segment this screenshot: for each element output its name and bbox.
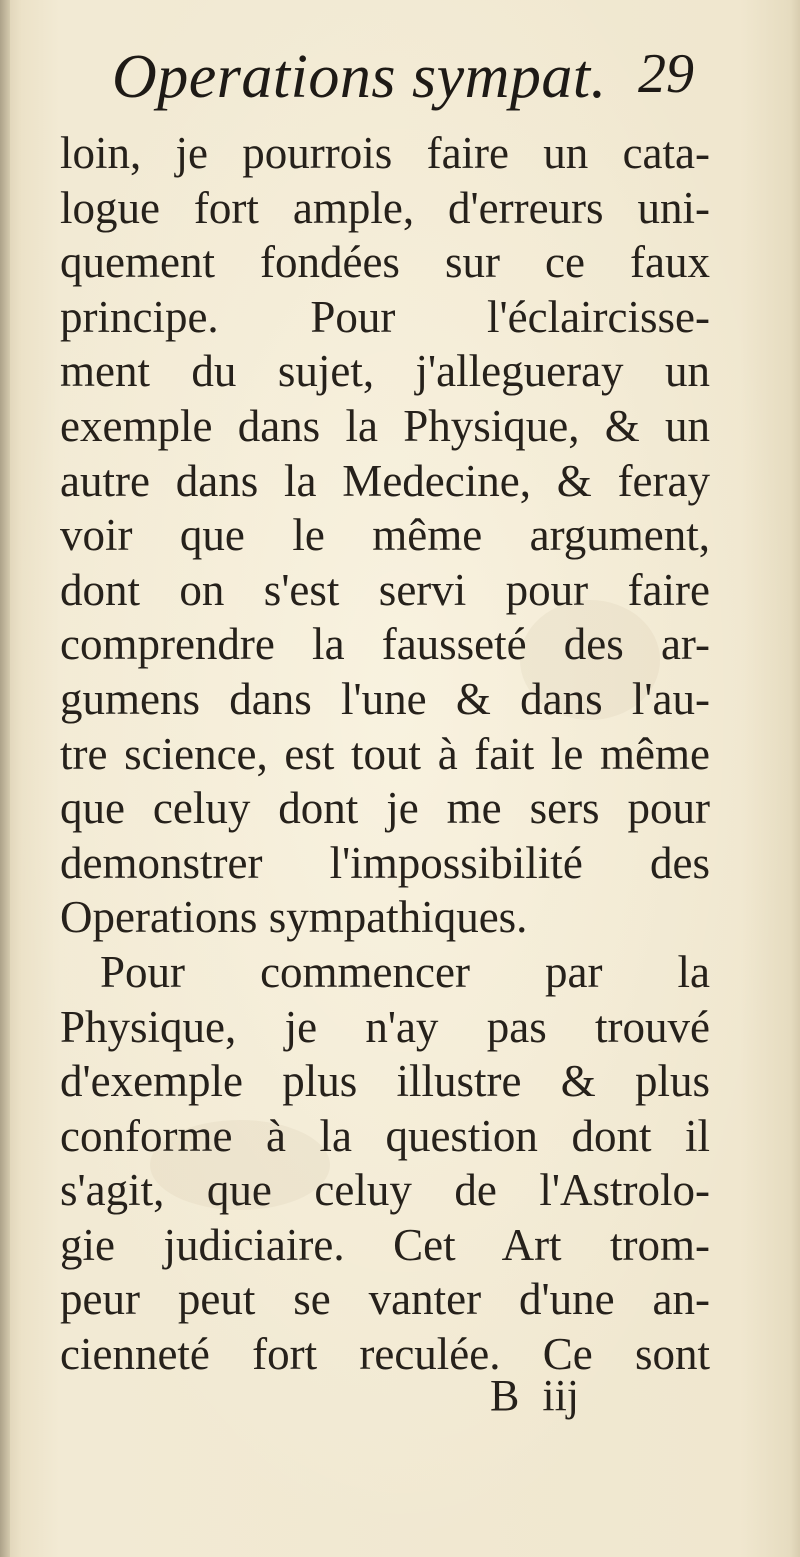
text-line: autre dans la Medecine, & feray <box>60 455 710 506</box>
text-line: logue fort ample, d'erreurs uni- <box>60 182 710 233</box>
text-line: tre science, est tout à fait le même <box>60 728 710 779</box>
running-title: Operations sympat. <box>112 43 607 111</box>
text-line: exemple dans la Physique, & un <box>60 400 710 451</box>
body-text <box>60 126 710 1382</box>
text-line: Operations sympathiques. <box>60 892 528 943</box>
text-line: ment du sujet, j'allegueray un <box>60 346 710 397</box>
text-line: quement fondées sur ce faux <box>60 237 710 288</box>
text-line: conforme à la question dont il <box>60 1110 710 1161</box>
page-header <box>112 42 702 122</box>
text-line: loin, je pourrois faire un cata- <box>60 128 710 178</box>
text-line: gie judiciaire. Cet Art trom- <box>60 1219 710 1270</box>
page-number: 29 <box>638 43 694 105</box>
text-line: peur peut se vanter d'une an- <box>60 1274 710 1325</box>
text-line: principe. Pour l'éclaircisse- <box>60 291 710 342</box>
text-line: s'agit, que celuy de l'Astrolo- <box>60 1165 710 1216</box>
text-line: voir que le même argument, <box>60 510 710 561</box>
text-line: dont on s'est servi pour faire <box>60 564 710 615</box>
text-line: Physique, je n'ay pas trouvé <box>60 1001 710 1052</box>
text-line: que celuy dont je me sers pour <box>60 783 710 834</box>
text-line: comprendre la fausseté des ar- <box>60 619 710 670</box>
text-line: demonstrer l'impossibilité des <box>60 837 710 888</box>
text-line: cienneté fort reculée. Ce sont <box>60 1329 710 1380</box>
text-line: d'exemple plus illustre & plus <box>60 1056 710 1107</box>
signature-mark: B iij <box>490 1371 580 1420</box>
text-line: gumens dans l'une & dans l'au- <box>60 673 710 724</box>
page-gutter <box>0 0 10 1557</box>
text-line: Pour commencer par la <box>100 946 710 997</box>
